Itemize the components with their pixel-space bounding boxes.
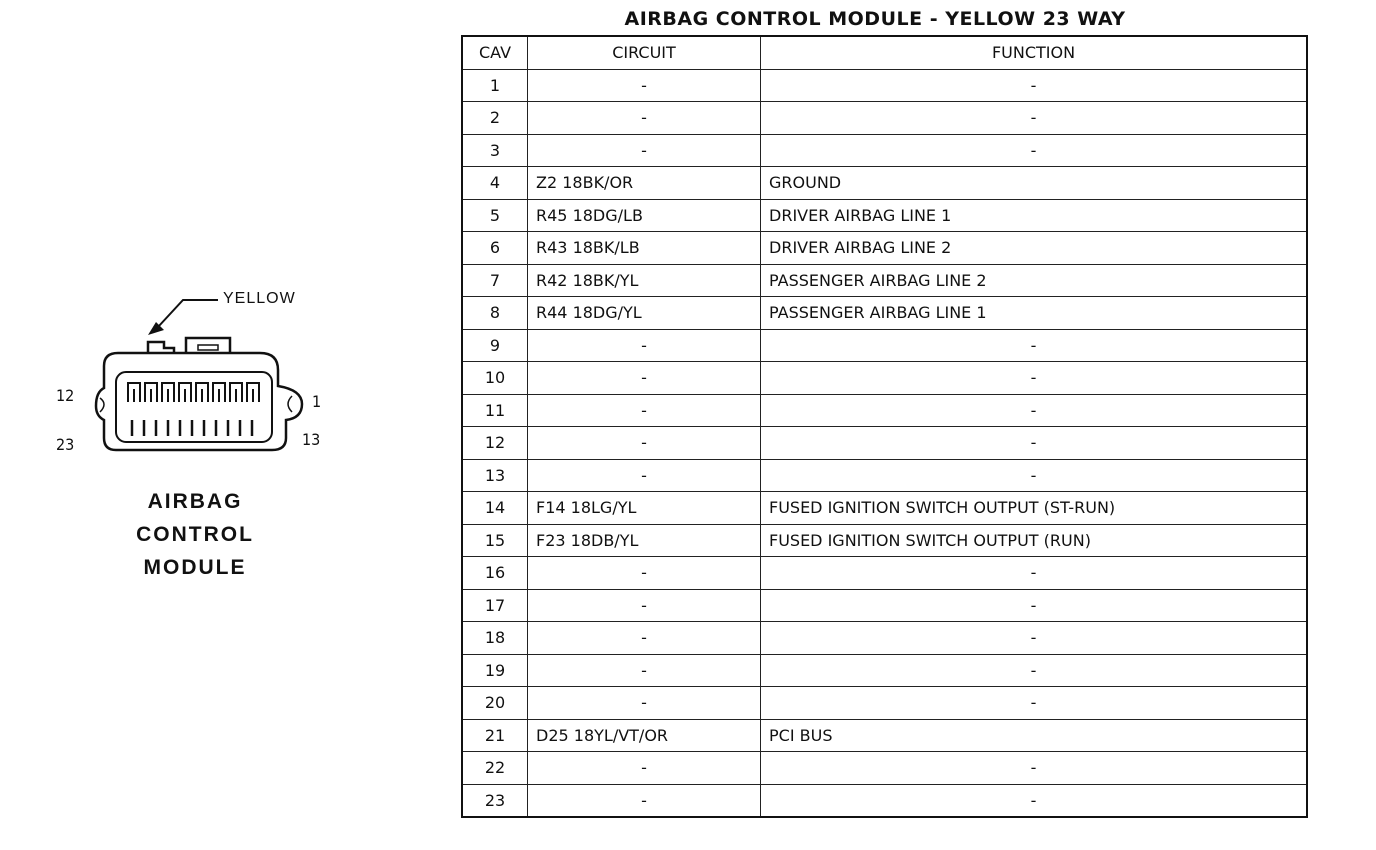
table-row — [462, 134, 1307, 167]
cell-circuit: - — [641, 108, 647, 128]
table-row — [462, 524, 1307, 557]
table-row — [462, 459, 1307, 492]
cell-circuit: - — [641, 140, 647, 160]
table-row — [462, 167, 1307, 200]
cell-function: - — [1030, 563, 1037, 583]
cell-function: DRIVER AIRBAG LINE 1 — [769, 205, 952, 225]
cell-function: - — [1030, 75, 1037, 95]
cell-circuit: - — [641, 758, 647, 778]
cell-circuit: - — [641, 400, 647, 420]
wiring-table — [461, 35, 1308, 818]
header-cav: CAV — [462, 36, 528, 69]
table-row — [462, 232, 1307, 265]
pin-label-top-left: 12 — [56, 386, 75, 405]
cell-function: - — [1030, 465, 1037, 485]
module-caption-line1: AIRBAG CONTROL — [136, 490, 254, 546]
cell-cav: 23 — [484, 790, 506, 810]
cell-circuit: F23 18DB/YL — [536, 530, 639, 550]
cell-cav: 2 — [489, 108, 501, 128]
cell-function: PASSENGER AIRBAG LINE 2 — [769, 270, 987, 290]
cell-cav: 14 — [484, 498, 506, 518]
cell-function: - — [1030, 140, 1037, 160]
cell-cav: 3 — [489, 140, 501, 160]
cell-function: - — [1030, 335, 1037, 355]
cell-cav: 17 — [484, 595, 506, 615]
cell-circuit: - — [641, 75, 647, 95]
table-body — [462, 69, 1307, 817]
cell-circuit: - — [641, 628, 647, 648]
table-title: AIRBAG CONTROL MODULE - YELLOW 23 WAY — [624, 8, 1126, 30]
cell-cav: 15 — [484, 530, 506, 550]
cell-cav: 16 — [484, 563, 506, 583]
cell-cav: 12 — [484, 433, 506, 453]
cell-circuit: F14 18LG/YL — [536, 498, 637, 518]
cell-function: PCI BUS — [769, 725, 833, 745]
cell-cav: 18 — [484, 628, 506, 648]
cell-cav: 13 — [484, 465, 506, 485]
color-callout-label: YELLOW — [223, 290, 296, 307]
table-row — [462, 622, 1307, 655]
table-row — [462, 362, 1307, 395]
cell-circuit: - — [641, 595, 647, 615]
table-row — [462, 102, 1307, 135]
table-row — [462, 557, 1307, 590]
cell-circuit: R45 18DG/LB — [536, 205, 643, 225]
table-row — [462, 264, 1307, 297]
table-row — [462, 69, 1307, 102]
cell-cav: 7 — [489, 270, 501, 290]
cell-function: FUSED IGNITION SWITCH OUTPUT (ST-RUN) — [769, 498, 1116, 518]
connector-face-icon — [40, 280, 340, 480]
table-row — [462, 654, 1307, 687]
cell-function: - — [1030, 108, 1037, 128]
cell-function: - — [1030, 660, 1037, 680]
table-row — [462, 297, 1307, 330]
cell-cav: 19 — [484, 660, 506, 680]
cell-function: - — [1030, 433, 1037, 453]
cell-function: - — [1030, 595, 1037, 615]
module-caption-line2: MODULE — [143, 556, 247, 579]
table-row — [462, 784, 1307, 817]
table-header-row — [462, 36, 1307, 69]
table-row — [462, 719, 1307, 752]
table-row — [462, 752, 1307, 785]
table-row — [462, 427, 1307, 460]
cell-circuit: R42 18BK/YL — [536, 270, 639, 290]
cell-function: - — [1030, 368, 1037, 388]
cell-cav: 1 — [489, 75, 501, 95]
cell-function: - — [1030, 790, 1037, 810]
header-circuit: CIRCUIT — [528, 36, 761, 69]
pin-label-bottom-right: 13 — [302, 430, 321, 449]
cell-cav: 4 — [489, 173, 501, 193]
cell-circuit: - — [641, 563, 647, 583]
table-row — [462, 394, 1307, 427]
table-row — [462, 492, 1307, 525]
table-row — [462, 329, 1307, 362]
table-row — [462, 199, 1307, 232]
cell-circuit: - — [641, 693, 647, 713]
cell-cav: 8 — [489, 303, 501, 323]
pin-label-top-right: 1 — [312, 392, 322, 411]
cell-function: DRIVER AIRBAG LINE 2 — [769, 238, 952, 258]
cell-circuit: - — [641, 335, 647, 355]
cell-function: - — [1030, 693, 1037, 713]
pin-label-bottom-left: 23 — [56, 435, 75, 454]
cell-circuit: - — [641, 368, 647, 388]
cell-circuit: - — [641, 465, 647, 485]
cell-function: GROUND — [769, 173, 842, 193]
cell-function: - — [1030, 400, 1037, 420]
cell-circuit: D25 18YL/VT/OR — [536, 725, 669, 745]
cell-circuit: R44 18DG/YL — [536, 303, 642, 323]
cell-circuit: R43 18BK/LB — [536, 238, 640, 258]
cell-function: - — [1030, 628, 1037, 648]
table-row — [462, 589, 1307, 622]
cell-function: PASSENGER AIRBAG LINE 1 — [769, 303, 987, 323]
cell-cav: 20 — [484, 693, 506, 713]
cell-circuit: - — [641, 790, 647, 810]
cell-cav: 6 — [489, 238, 501, 258]
cell-function: FUSED IGNITION SWITCH OUTPUT (RUN) — [769, 530, 1091, 550]
header-function: FUNCTION — [761, 36, 1308, 69]
cell-function: - — [1030, 758, 1037, 778]
table-row — [462, 687, 1307, 720]
cell-cav: 21 — [484, 725, 506, 745]
cell-circuit: - — [641, 433, 647, 453]
cell-circuit: - — [641, 660, 647, 680]
cell-cav: 9 — [489, 335, 501, 355]
connector-diagram — [40, 280, 340, 579]
cell-cav: 22 — [484, 758, 506, 778]
cell-cav: 10 — [484, 368, 506, 388]
module-caption — [95, 485, 295, 584]
cell-circuit: Z2 18BK/OR — [536, 173, 634, 193]
cell-cav: 5 — [489, 205, 501, 225]
cell-cav: 11 — [484, 400, 506, 420]
